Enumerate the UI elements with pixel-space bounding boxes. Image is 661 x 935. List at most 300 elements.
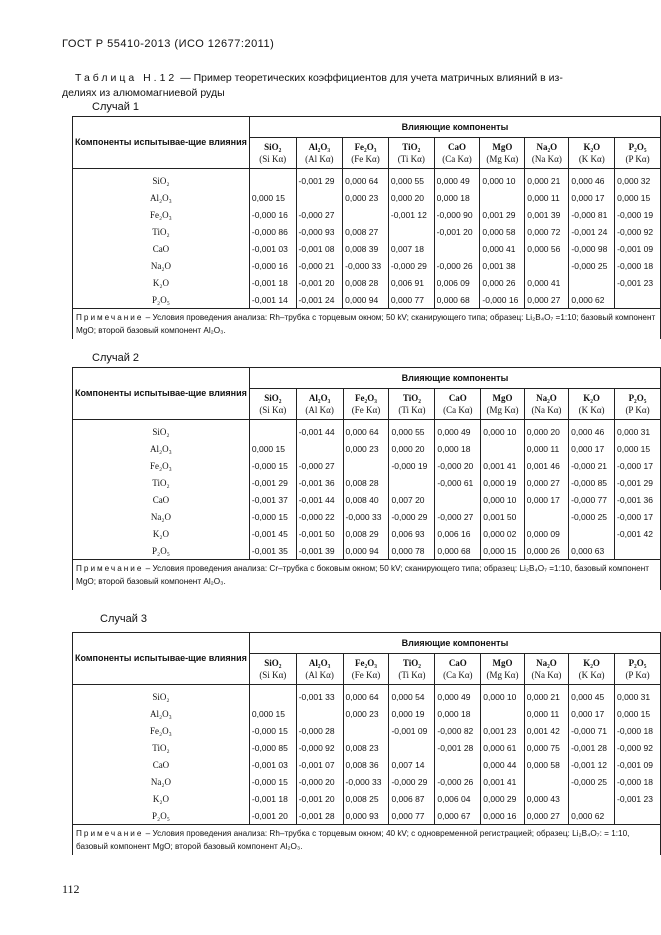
coefficient-cell: 0,001 46	[524, 457, 568, 474]
coefficient-cell: -0,001 18	[249, 274, 296, 291]
row-component-name: Al₂O₃	[73, 440, 250, 457]
coefficient-cell: -0,000 85	[569, 474, 615, 491]
coefficient-cell: -0,001 07	[296, 756, 343, 773]
coefficient-cell: 0,007 20	[389, 491, 435, 508]
table-row	[73, 169, 661, 190]
table-row	[73, 705, 661, 722]
coefficient-cell: 0,000 63	[569, 542, 615, 560]
table-row	[73, 457, 661, 474]
coefficient-cell: -0,000 18	[615, 257, 661, 274]
column-formula: CaO	[448, 658, 467, 668]
coefficient-cell: -0,000 33	[343, 508, 389, 525]
coefficient-cell	[249, 169, 296, 190]
coefficient-cell: -0,000 27	[296, 457, 343, 474]
table-row	[73, 491, 661, 508]
column-line: (Ti Kα)	[398, 670, 426, 680]
coefficient-cell: -0,001 42	[615, 525, 661, 542]
coefficient-cell: -0,000 98	[569, 240, 615, 257]
coefficient-cell: -0,001 29	[249, 474, 296, 491]
column-header	[296, 654, 343, 685]
coefficient-cell	[388, 223, 434, 240]
column-header	[249, 138, 296, 169]
coefficient-cell: 0,000 17	[569, 440, 615, 457]
column-line: (Si Kα)	[259, 670, 287, 680]
coefficient-cell: -0,000 17	[615, 457, 661, 474]
components-header: Компоненты испытывае-щие влияния	[73, 117, 250, 169]
column-line: (P Kα)	[625, 405, 650, 415]
column-formula: Fe₂O₃	[354, 142, 377, 152]
coefficient-cell: 0,008 29	[343, 525, 389, 542]
coefficient-cell: 0,000 44	[481, 756, 524, 773]
coefficient-cell: 0,001 42	[524, 722, 568, 739]
coefficient-cell: 0,000 02	[481, 525, 524, 542]
note-label: Примечание	[76, 313, 144, 322]
coefficient-cell: 0,000 16	[481, 807, 524, 825]
coefficient-cell: -0,000 22	[296, 508, 343, 525]
column-header	[569, 138, 615, 169]
coefficients-table-2	[72, 367, 661, 590]
coefficient-cell: 0,000 21	[524, 685, 568, 706]
table-row	[73, 525, 661, 542]
column-header	[389, 654, 435, 685]
page-number: 112	[62, 882, 80, 896]
components-header: Компоненты испытывае-щие влияния	[73, 368, 250, 420]
coefficient-cell: 0,000 46	[569, 420, 615, 441]
coefficient-cell: 0,007 18	[388, 240, 434, 257]
coefficient-cell: -0,000 85	[249, 739, 296, 756]
table-row	[73, 420, 661, 441]
column-header	[389, 389, 435, 420]
column-formula: TiO₂	[402, 393, 421, 403]
column-formula: Na₂O	[536, 658, 557, 668]
table-note	[73, 825, 661, 856]
coefficient-cell: 0,001 41	[481, 773, 524, 790]
coefficient-cell: -0,000 29	[389, 773, 435, 790]
coefficient-cell: -0,000 21	[569, 457, 615, 474]
coefficient-cell: 0,000 18	[434, 189, 480, 206]
column-formula: P₂O₅	[628, 393, 647, 403]
coefficient-cell: -0,000 17	[615, 508, 661, 525]
column-line: (Al Kα)	[305, 154, 334, 164]
column-header	[343, 654, 389, 685]
coefficient-cell: 0,000 41	[525, 274, 569, 291]
coefficient-cell: 0,000 62	[569, 807, 615, 825]
coefficient-cell: -0,001 20	[296, 790, 343, 807]
row-component-name: TiO₂	[73, 739, 250, 756]
coefficient-cell: -0,000 82	[435, 722, 481, 739]
coefficient-cell: 0,006 16	[435, 525, 481, 542]
row-component-name: K₂O	[73, 525, 250, 542]
coefficient-cell: -0,001 08	[296, 240, 343, 257]
coefficient-cell: 0,000 54	[389, 685, 435, 706]
coefficient-cell: 0,000 23	[343, 440, 389, 457]
coefficient-cell: -0,001 35	[249, 542, 296, 560]
row-component-name: Fe₂O₃	[73, 457, 250, 474]
table-row	[73, 508, 661, 525]
influencing-components-header: Влияющие компоненты	[249, 368, 660, 389]
coefficient-cell: 0,000 58	[524, 756, 568, 773]
row-component-name: CaO	[73, 756, 250, 773]
coefficient-cell: -0,001 28	[569, 739, 615, 756]
coefficient-cell: 0,001 39	[525, 206, 569, 223]
column-header	[569, 389, 615, 420]
coefficient-cell: 0,008 36	[343, 756, 389, 773]
coefficient-cell: -0,000 19	[389, 457, 435, 474]
column-formula: K₂O	[583, 393, 600, 403]
coefficient-cell: -0,001 24	[569, 223, 615, 240]
coefficient-cell: -0,001 36	[296, 474, 343, 491]
coefficient-cell: 0,000 78	[389, 542, 435, 560]
coefficient-cell: 0,007 14	[389, 756, 435, 773]
coefficient-cell: 0,000 20	[389, 440, 435, 457]
coefficient-cell: 0,000 15	[615, 440, 661, 457]
column-header	[615, 138, 661, 169]
column-header	[481, 389, 524, 420]
coefficient-cell: -0,000 15	[249, 508, 296, 525]
table-title	[62, 71, 635, 101]
coefficient-cell	[296, 705, 343, 722]
coefficient-cell: 0,000 15	[615, 705, 661, 722]
coefficient-cell: -0,001 28	[296, 807, 343, 825]
coefficient-cell: -0,000 16	[249, 257, 296, 274]
coefficient-cell: 0,000 32	[615, 169, 661, 190]
column-header	[480, 138, 525, 169]
coefficient-cell: 0,000 55	[388, 169, 434, 190]
coefficient-cell: -0,001 20	[434, 223, 480, 240]
coefficient-cell	[525, 257, 569, 274]
coefficient-cell: -0,001 03	[249, 756, 296, 773]
table-title-continuation: делиях из алюмомагниевой руды	[62, 87, 225, 99]
coefficient-cell: 0,000 94	[343, 291, 389, 309]
coefficient-cell	[481, 705, 524, 722]
row-component-name: Na₂O	[73, 257, 250, 274]
column-line: (Si Kα)	[259, 405, 287, 415]
coefficient-cell: -0,000 27	[435, 508, 481, 525]
coefficient-cell: 0,000 64	[343, 685, 389, 706]
coefficient-cell: -0,000 90	[434, 206, 480, 223]
table-row	[73, 542, 661, 560]
column-line: (Al Kα)	[305, 670, 334, 680]
coefficient-cell: -0,001 20	[249, 807, 296, 825]
coefficient-cell: -0,001 50	[296, 525, 343, 542]
row-component-name: Al₂O₃	[73, 189, 250, 206]
coefficient-cell	[615, 291, 661, 309]
coefficient-cell: -0,001 23	[615, 274, 661, 291]
coefficient-cell: 0,000 68	[434, 291, 480, 309]
row-component-name: SiO₂	[73, 169, 250, 190]
note-text: – Условия проведения анализа: Rh–трубка с торцевым окном; 50 kV; сканирующего типа; образец: Li₂B₄O₇ =1:10; базовый компонент MgO; второй базовый компонент Al₂O₃.	[76, 313, 656, 335]
coefficient-cell: 0,006 87	[389, 790, 435, 807]
column-line: (Fe Kα)	[351, 405, 381, 415]
coefficient-cell: -0,000 71	[569, 722, 615, 739]
coefficient-cell: 0,000 18	[435, 705, 481, 722]
coefficient-cell: -0,000 16	[480, 291, 525, 309]
coefficient-cell: -0,001 03	[249, 240, 296, 257]
coefficient-cell: 0,000 11	[525, 189, 569, 206]
table-note	[73, 560, 661, 591]
coefficient-cell: -0,000 92	[615, 739, 661, 756]
coefficient-cell: -0,000 29	[389, 508, 435, 525]
row-component-name: Fe₂O₃	[73, 722, 250, 739]
column-formula: TiO₂	[402, 658, 421, 668]
row-component-name: TiO₂	[73, 223, 250, 240]
coefficient-cell: -0,001 09	[389, 722, 435, 739]
coefficient-cell	[389, 474, 435, 491]
note-text: – Условия проведения анализа: Rh–трубка с торцевым окном; 40 kV; с одновременной регистрацией; образец: Li₂B₄O₇: = 1:10, базовый компонент MgO; второй базовый компонент Al₂O₃.	[76, 829, 630, 851]
coefficient-cell: 0,001 23	[481, 722, 524, 739]
table-row	[73, 685, 661, 706]
coefficient-cell: 0,000 10	[481, 420, 524, 441]
coefficient-cell: 0,000 56	[525, 240, 569, 257]
column-line: (P Kα)	[625, 154, 650, 164]
coefficient-cell: 0,001 50	[481, 508, 524, 525]
coefficient-cell: 0,000 72	[525, 223, 569, 240]
coefficient-cell: -0,001 33	[296, 685, 343, 706]
column-line: (Ti Kα)	[397, 154, 425, 164]
coefficient-cell: 0,000 15	[615, 189, 661, 206]
coefficient-cell: 0,006 04	[435, 790, 481, 807]
table-row	[73, 773, 661, 790]
column-header	[435, 654, 481, 685]
table-row	[73, 722, 661, 739]
coefficient-cell: -0,001 12	[388, 206, 434, 223]
coefficient-cell: -0,001 36	[615, 491, 661, 508]
coefficient-cell: -0,000 33	[343, 257, 389, 274]
coefficient-cell	[249, 685, 296, 706]
influencing-components-header: Влияющие компоненты	[249, 117, 660, 138]
coefficient-cell	[615, 542, 661, 560]
table-row	[73, 291, 661, 309]
column-formula: P₂O₅	[628, 142, 647, 152]
coefficient-cell	[343, 457, 389, 474]
coefficients-table-1	[72, 116, 661, 339]
coefficient-cell: -0,001 28	[435, 739, 481, 756]
coefficient-cell: 0,000 61	[481, 739, 524, 756]
coefficient-cell: -0,000 26	[434, 257, 480, 274]
row-component-name: Na₂O	[73, 508, 250, 525]
case-label-2: Случай 2	[92, 352, 140, 364]
coefficient-cell: -0,001 24	[296, 291, 343, 309]
coefficient-cell: -0,000 81	[569, 206, 615, 223]
coefficient-cell: 0,000 58	[480, 223, 525, 240]
row-component-name: SiO₂	[73, 420, 250, 441]
column-header	[615, 389, 661, 420]
coefficient-cell	[615, 807, 661, 825]
coefficient-cell: 0,006 09	[434, 274, 480, 291]
column-header	[435, 389, 481, 420]
coefficient-cell: -0,000 86	[249, 223, 296, 240]
column-header	[569, 654, 615, 685]
coefficient-cell: 0,000 29	[481, 790, 524, 807]
column-line: (K Kα)	[578, 670, 605, 680]
column-formula: SiO₂	[264, 658, 282, 668]
coefficient-cell: 0,008 27	[343, 223, 389, 240]
column-formula: K₂O	[583, 142, 601, 152]
coefficient-cell: 0,000 09	[524, 525, 568, 542]
coefficient-cell: 0,001 29	[480, 206, 525, 223]
coefficient-cell: -0,001 12	[569, 756, 615, 773]
column-header	[388, 138, 434, 169]
coefficient-cell	[389, 739, 435, 756]
coefficients-table-3	[72, 632, 661, 855]
column-formula: SiO₂	[264, 142, 282, 152]
coefficient-cell: 0,000 26	[524, 542, 568, 560]
column-formula: Al₂O₃	[308, 658, 331, 668]
coefficient-cell: -0,000 21	[296, 257, 343, 274]
note-text: – Условия проведения анализа: Cr–трубка с боковым окном; 50 kV; сканирующего типа; образец: Li₂B₄O₇ =1:10, базовый компонент MgO; второй базовый компонент Al₂O₃.	[76, 564, 649, 586]
column-line: (Mg Kα)	[486, 670, 519, 680]
column-formula: Al₂O₃	[308, 393, 331, 403]
row-component-name: Fe₂O₃	[73, 206, 250, 223]
coefficient-cell: 0,000 15	[249, 189, 296, 206]
column-line: (Na Kα)	[531, 405, 562, 415]
coefficient-cell: 0,000 20	[524, 420, 568, 441]
row-component-name: CaO	[73, 491, 250, 508]
column-formula: Na₂O	[536, 393, 557, 403]
column-line: (Mg Kα)	[486, 405, 519, 415]
coefficient-cell	[569, 274, 615, 291]
coefficient-cell: -0,000 92	[615, 223, 661, 240]
coefficient-cell: -0,000 77	[569, 491, 615, 508]
column-header	[249, 389, 296, 420]
coefficient-cell: -0,001 44	[296, 420, 343, 441]
table-row	[73, 440, 661, 457]
coefficient-cell: 0,000 23	[343, 705, 389, 722]
column-header	[343, 138, 389, 169]
row-component-name: P₂O₅	[73, 291, 250, 309]
influencing-components-header: Влияющие компоненты	[249, 633, 660, 654]
coefficient-cell	[524, 773, 568, 790]
column-line: (Al Kα)	[305, 405, 334, 415]
column-line: (K Kα)	[578, 154, 605, 164]
coefficient-cell: -0,000 33	[343, 773, 389, 790]
coefficient-cell: -0,000 18	[615, 722, 661, 739]
coefficient-cell: -0,000 25	[569, 257, 615, 274]
coefficient-cell: -0,000 19	[615, 206, 661, 223]
coefficient-cell: 0,008 25	[343, 790, 389, 807]
row-component-name: Al₂O₃	[73, 705, 250, 722]
coefficient-cell: 0,000 77	[389, 807, 435, 825]
column-line: (Ca Kα)	[442, 154, 472, 164]
coefficient-cell: -0,000 15	[249, 722, 296, 739]
column-line: (Fe Kα)	[351, 154, 380, 164]
note-label: Примечание	[76, 564, 144, 573]
coefficient-cell: 0,000 17	[524, 491, 568, 508]
column-line: (Ca Kα)	[443, 670, 473, 680]
coefficient-cell: -0,001 09	[615, 756, 661, 773]
coefficient-cell	[296, 189, 343, 206]
coefficient-cell: 0,000 10	[480, 169, 525, 190]
coefficient-cell: -0,001 39	[296, 542, 343, 560]
coefficient-cell: 0,000 15	[481, 542, 524, 560]
coefficient-cell	[343, 722, 389, 739]
coefficient-cell: 0,000 62	[569, 291, 615, 309]
coefficient-cell	[524, 508, 568, 525]
coefficient-cell: 0,000 41	[480, 240, 525, 257]
coefficient-cell: 0,000 11	[524, 705, 568, 722]
coefficient-cell: -0,000 20	[296, 773, 343, 790]
row-component-name: Na₂O	[73, 773, 250, 790]
coefficient-cell: 0,001 41	[481, 457, 524, 474]
column-line: (Na Kα)	[531, 670, 562, 680]
table-row	[73, 807, 661, 825]
row-component-name: CaO	[73, 240, 250, 257]
row-component-name: SiO₂	[73, 685, 250, 706]
coefficient-cell: -0,001 45	[249, 525, 296, 542]
coefficient-cell: -0,001 44	[296, 491, 343, 508]
coefficient-cell: 0,000 21	[525, 169, 569, 190]
coefficient-cell: 0,000 15	[249, 440, 296, 457]
column-header	[524, 654, 568, 685]
coefficient-cell: 0,001 38	[480, 257, 525, 274]
coefficient-cell: 0,000 68	[435, 542, 481, 560]
coefficient-cell: 0,000 27	[524, 474, 568, 491]
row-component-name: P₂O₅	[73, 542, 250, 560]
column-formula: MgO	[492, 393, 513, 403]
note-label: Примечание	[76, 829, 144, 838]
column-formula: Al₂O₃	[308, 142, 331, 152]
coefficient-cell: 0,000 49	[435, 420, 481, 441]
coefficient-cell	[249, 420, 296, 441]
column-line: (P Kα)	[625, 670, 650, 680]
coefficient-cell	[343, 206, 389, 223]
coefficient-cell: -0,001 23	[615, 790, 661, 807]
coefficient-cell: -0,000 15	[249, 773, 296, 790]
coefficient-cell: 0,008 39	[343, 240, 389, 257]
coefficient-cell: 0,000 19	[389, 705, 435, 722]
document-header: ГОСТ Р 55410-2013 (ИСО 12677:2011)	[62, 38, 275, 50]
row-component-name: K₂O	[73, 274, 250, 291]
column-header	[249, 654, 296, 685]
coefficient-cell: -0,000 93	[296, 223, 343, 240]
coefficient-cell: 0,000 11	[524, 440, 568, 457]
coefficient-cell: 0,000 64	[343, 420, 389, 441]
coefficient-cell: 0,000 23	[343, 189, 389, 206]
table-row	[73, 206, 661, 223]
coefficient-cell: -0,000 25	[569, 508, 615, 525]
coefficient-cell: 0,000 75	[524, 739, 568, 756]
coefficient-cell: -0,001 14	[249, 291, 296, 309]
coefficient-cell: 0,000 94	[343, 542, 389, 560]
column-header	[296, 138, 343, 169]
coefficient-cell: 0,000 43	[524, 790, 568, 807]
column-formula: TiO₂	[402, 142, 421, 152]
coefficient-cell: 0,000 93	[343, 807, 389, 825]
coefficient-cell: -0,001 29	[296, 169, 343, 190]
column-formula: Fe₂O₃	[355, 393, 377, 403]
coefficient-cell: 0,008 40	[343, 491, 389, 508]
coefficient-cell	[434, 240, 480, 257]
column-line: (Mg Kα)	[486, 154, 519, 164]
column-formula: MgO	[492, 658, 513, 668]
coefficient-cell: 0,000 49	[435, 685, 481, 706]
table-row	[73, 274, 661, 291]
coefficient-cell: 0,000 27	[524, 807, 568, 825]
table-row	[73, 790, 661, 807]
coefficient-cell: 0,000 67	[435, 807, 481, 825]
column-formula: P₂O₅	[628, 658, 647, 668]
coefficient-cell: 0,000 49	[434, 169, 480, 190]
column-formula: K₂O	[583, 658, 600, 668]
coefficient-cell	[569, 525, 615, 542]
row-component-name: TiO₂	[73, 474, 250, 491]
column-header	[434, 138, 480, 169]
coefficient-cell: -0,000 27	[296, 206, 343, 223]
table-title-text: — Пример теоретических коэффициентов для учета матричных влияний в из-	[177, 72, 563, 84]
table-row	[73, 189, 661, 206]
column-formula: MgO	[492, 142, 513, 152]
column-header	[525, 138, 569, 169]
